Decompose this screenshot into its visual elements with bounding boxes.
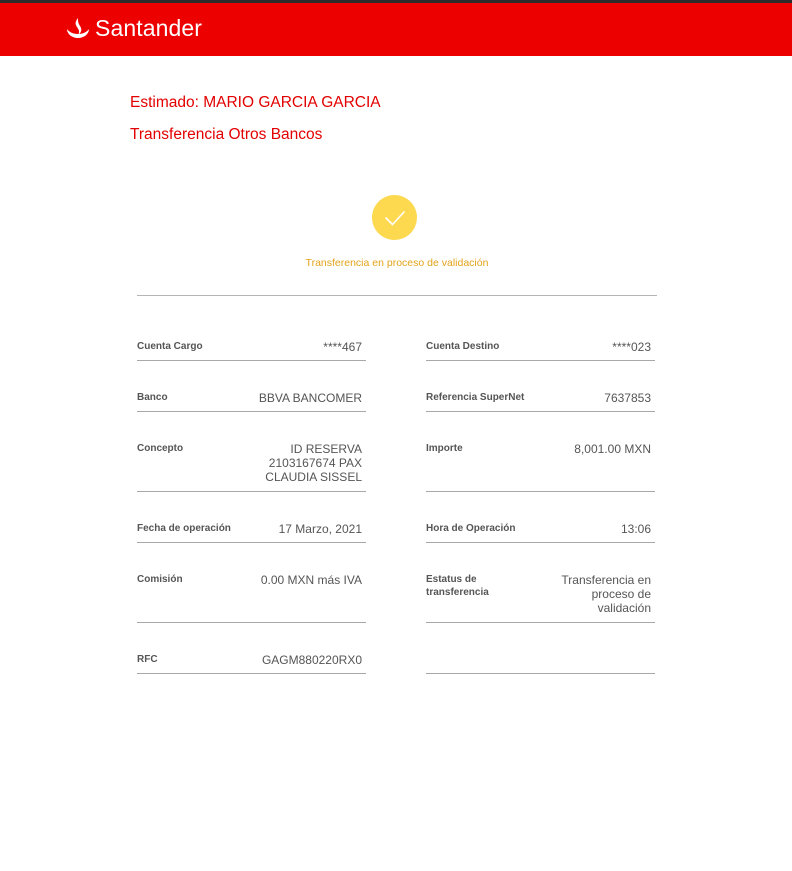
detail-label: Importe — [426, 443, 463, 454]
detail-label: Cuenta Destino — [426, 341, 500, 352]
detail-label: Banco — [137, 392, 168, 403]
detail-value: BBVA BANCOMER — [258, 391, 362, 405]
detail-referencia — [426, 391, 655, 412]
detail-value: 0.00 MXN más IVA — [260, 573, 362, 587]
detail-label: Hora de Operación — [426, 523, 516, 534]
detail-rfc — [137, 653, 366, 674]
brand-name: Santander — [95, 14, 203, 41]
detail-cuenta-destino — [426, 340, 655, 361]
detail-value: 8,001.00 MXN — [574, 442, 651, 456]
detail-label: Fecha de operación — [137, 523, 231, 534]
detail-value: ID RESERVA 2103167674 PAX CLAUDIA SISSEL — [265, 442, 362, 484]
brand-header — [0, 3, 792, 56]
greeting-text: Estimado: MARIO GARCIA GARCIA — [130, 94, 381, 111]
detail-label: Comisión — [137, 574, 183, 585]
status-message: Transferencia en proceso de validación — [305, 257, 489, 269]
detail-label: Referencia SuperNet — [426, 392, 525, 403]
detail-hora — [426, 522, 655, 543]
check-icon — [382, 205, 408, 231]
detail-comision — [137, 573, 366, 623]
detail-importe — [426, 442, 655, 492]
detail-value: 7637853 — [604, 391, 651, 405]
brand-logo — [64, 14, 202, 42]
detail-label: Concepto — [137, 443, 184, 454]
detail-concepto — [137, 442, 366, 492]
section-divider — [137, 295, 657, 296]
detail-estatus — [426, 573, 655, 623]
detail-value: GAGM880220RX0 — [261, 653, 362, 667]
detail-value: ****467 — [323, 340, 362, 354]
detail-label: RFC — [137, 654, 158, 665]
detail-value: ****023 — [612, 340, 651, 354]
detail-fecha — [137, 522, 366, 543]
detail-value: 17 Marzo, 2021 — [278, 522, 362, 536]
santander-flame-icon — [64, 14, 92, 42]
detail-value: Transferencia en proceso de validación — [561, 573, 651, 615]
detail-value: 13:06 — [620, 522, 651, 536]
detail-empty — [426, 653, 655, 674]
status-badge — [372, 195, 417, 240]
detail-banco — [137, 391, 366, 412]
operation-title: Transferencia Otros Bancos — [130, 126, 323, 143]
detail-cuenta-cargo — [137, 340, 366, 361]
detail-label: Estatus de transferencia — [426, 574, 489, 598]
detail-label: Cuenta Cargo — [137, 341, 203, 352]
